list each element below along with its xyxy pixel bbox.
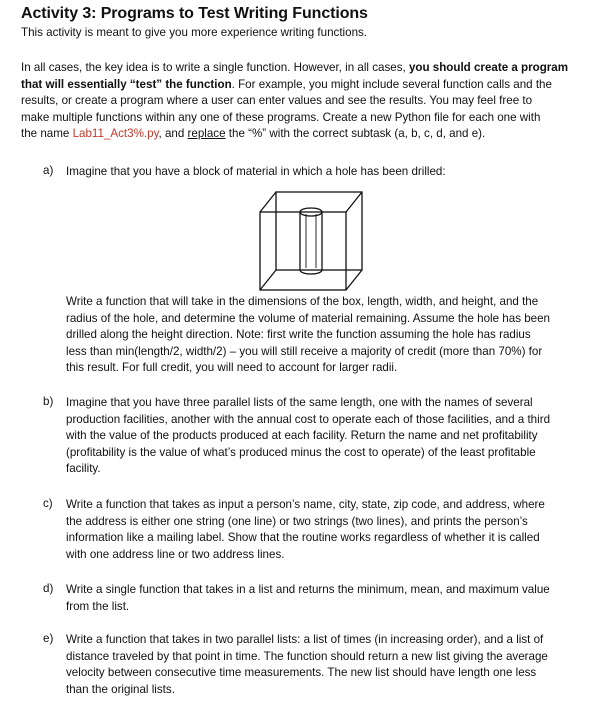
intro-text: . For example, you might include several function calls and the bbox=[231, 77, 552, 91]
intro-line-1 bbox=[21, 60, 609, 77]
intro-emphasis: you should create a program bbox=[408, 61, 569, 74]
item-b-line-1: Imagine that you have three parallel lists of the same length, one with the names of several bbox=[66, 396, 533, 409]
item-e-label: e) bbox=[43, 632, 54, 645]
activity-subtitle: This activity is meant to give you more experience writing functions. bbox=[21, 26, 368, 39]
item-a-label: a) bbox=[43, 164, 54, 177]
item-c-body bbox=[66, 497, 611, 563]
underlined-word: replace bbox=[187, 127, 226, 140]
item-a-intro bbox=[66, 164, 611, 181]
item-c-line-2: the address is either one string (one line) or two strings (two lines), and prints the person’s bbox=[66, 514, 528, 528]
intro-line-2 bbox=[21, 77, 609, 94]
block-back-face bbox=[276, 192, 362, 270]
intro-text: the “%” with the correct subtask (a, b, c, d, and e). bbox=[225, 127, 486, 140]
intro-text: In all cases, the key idea is to write a single function. However, in all cases, bbox=[21, 61, 409, 74]
item-b-line-5: facility. bbox=[66, 462, 101, 475]
item-a-body bbox=[66, 294, 611, 377]
intro-line-5 bbox=[21, 126, 609, 143]
item-a-line-3: drilled along the height direction. Note: first write the function assuming the hole has radius bbox=[66, 328, 531, 341]
item-a-intro-line: Imagine that you have a block of material in which a hole has been drilled: bbox=[66, 165, 446, 178]
item-a-line-2: radius of the hole, and determine the volume of material remaining. Assume the hole has been bbox=[66, 311, 551, 325]
item-e-line-1: Write a function that takes in two parallel lists: a list of times (in increasing order), and a list of bbox=[66, 633, 544, 646]
intro-paragraph bbox=[21, 60, 609, 143]
item-e-line-3: velocity between consecutive time measurements. The new list should have length one less bbox=[66, 666, 537, 679]
item-d-line-1: Write a single function that takes in a list and returns the minimum, mean, and maximum value bbox=[66, 583, 550, 596]
item-e-line-2: distance traveled by that point in time. The function should return a new list giving the average bbox=[66, 649, 548, 663]
block-front-face bbox=[260, 212, 346, 290]
item-c-label: c) bbox=[43, 497, 53, 510]
drilled-block-figure bbox=[256, 190, 366, 295]
item-a-line-4: less than min(length/2, width/2) – you will still receive a majority of credit (more than 70%) for bbox=[66, 344, 543, 358]
item-b-line-4: (profitability is the value of what’s produced minus the cost to operate) of the least profitable bbox=[66, 445, 536, 459]
item-d-line-2: from the list. bbox=[66, 599, 130, 613]
item-d-label: d) bbox=[43, 582, 54, 595]
item-b-line-2: production facilities, another with the annual cost to operate each of those facilities, and a third bbox=[66, 412, 551, 426]
item-b-label: b) bbox=[43, 395, 54, 408]
intro-text: the name bbox=[21, 127, 73, 140]
filename-text: Lab11_Act3%.py bbox=[72, 127, 159, 140]
item-b-line-3: with the value of the products produced at each facility. Return the name and net profitability bbox=[66, 429, 538, 442]
item-d-body bbox=[66, 582, 611, 615]
activity-title: Activity 3: Programs to Test Writing Functions bbox=[21, 5, 368, 22]
item-a-line-1: Write a function that will take in the dimensions of the box, length, width, and height, and the bbox=[66, 295, 539, 308]
item-b-body bbox=[66, 395, 611, 478]
intro-text: , and bbox=[158, 127, 188, 140]
item-c-line-4: with one address line or two address lines. bbox=[66, 547, 285, 561]
item-e-line-4: than the original lists. bbox=[66, 682, 175, 696]
intro-line-3: results, or create a program where a user can enter values and see the results. You may feel free to bbox=[21, 94, 533, 107]
intro-emphasis: that will essentially “test” the function bbox=[21, 77, 232, 91]
item-e-body bbox=[66, 632, 611, 698]
intro-line-4: make multiple functions within any one of these programs. Create a new Python file for each one with bbox=[21, 110, 541, 124]
item-c-line-1: Write a function that takes as input a person’s name, city, state, zip code, and address, where bbox=[66, 498, 545, 511]
item-a-line-5: this result. For full credit, you will need to account for larger radii. bbox=[66, 361, 398, 374]
item-c-line-3: information like a mailing label. Show that the routine works regardless of whether it is called bbox=[66, 531, 540, 544]
